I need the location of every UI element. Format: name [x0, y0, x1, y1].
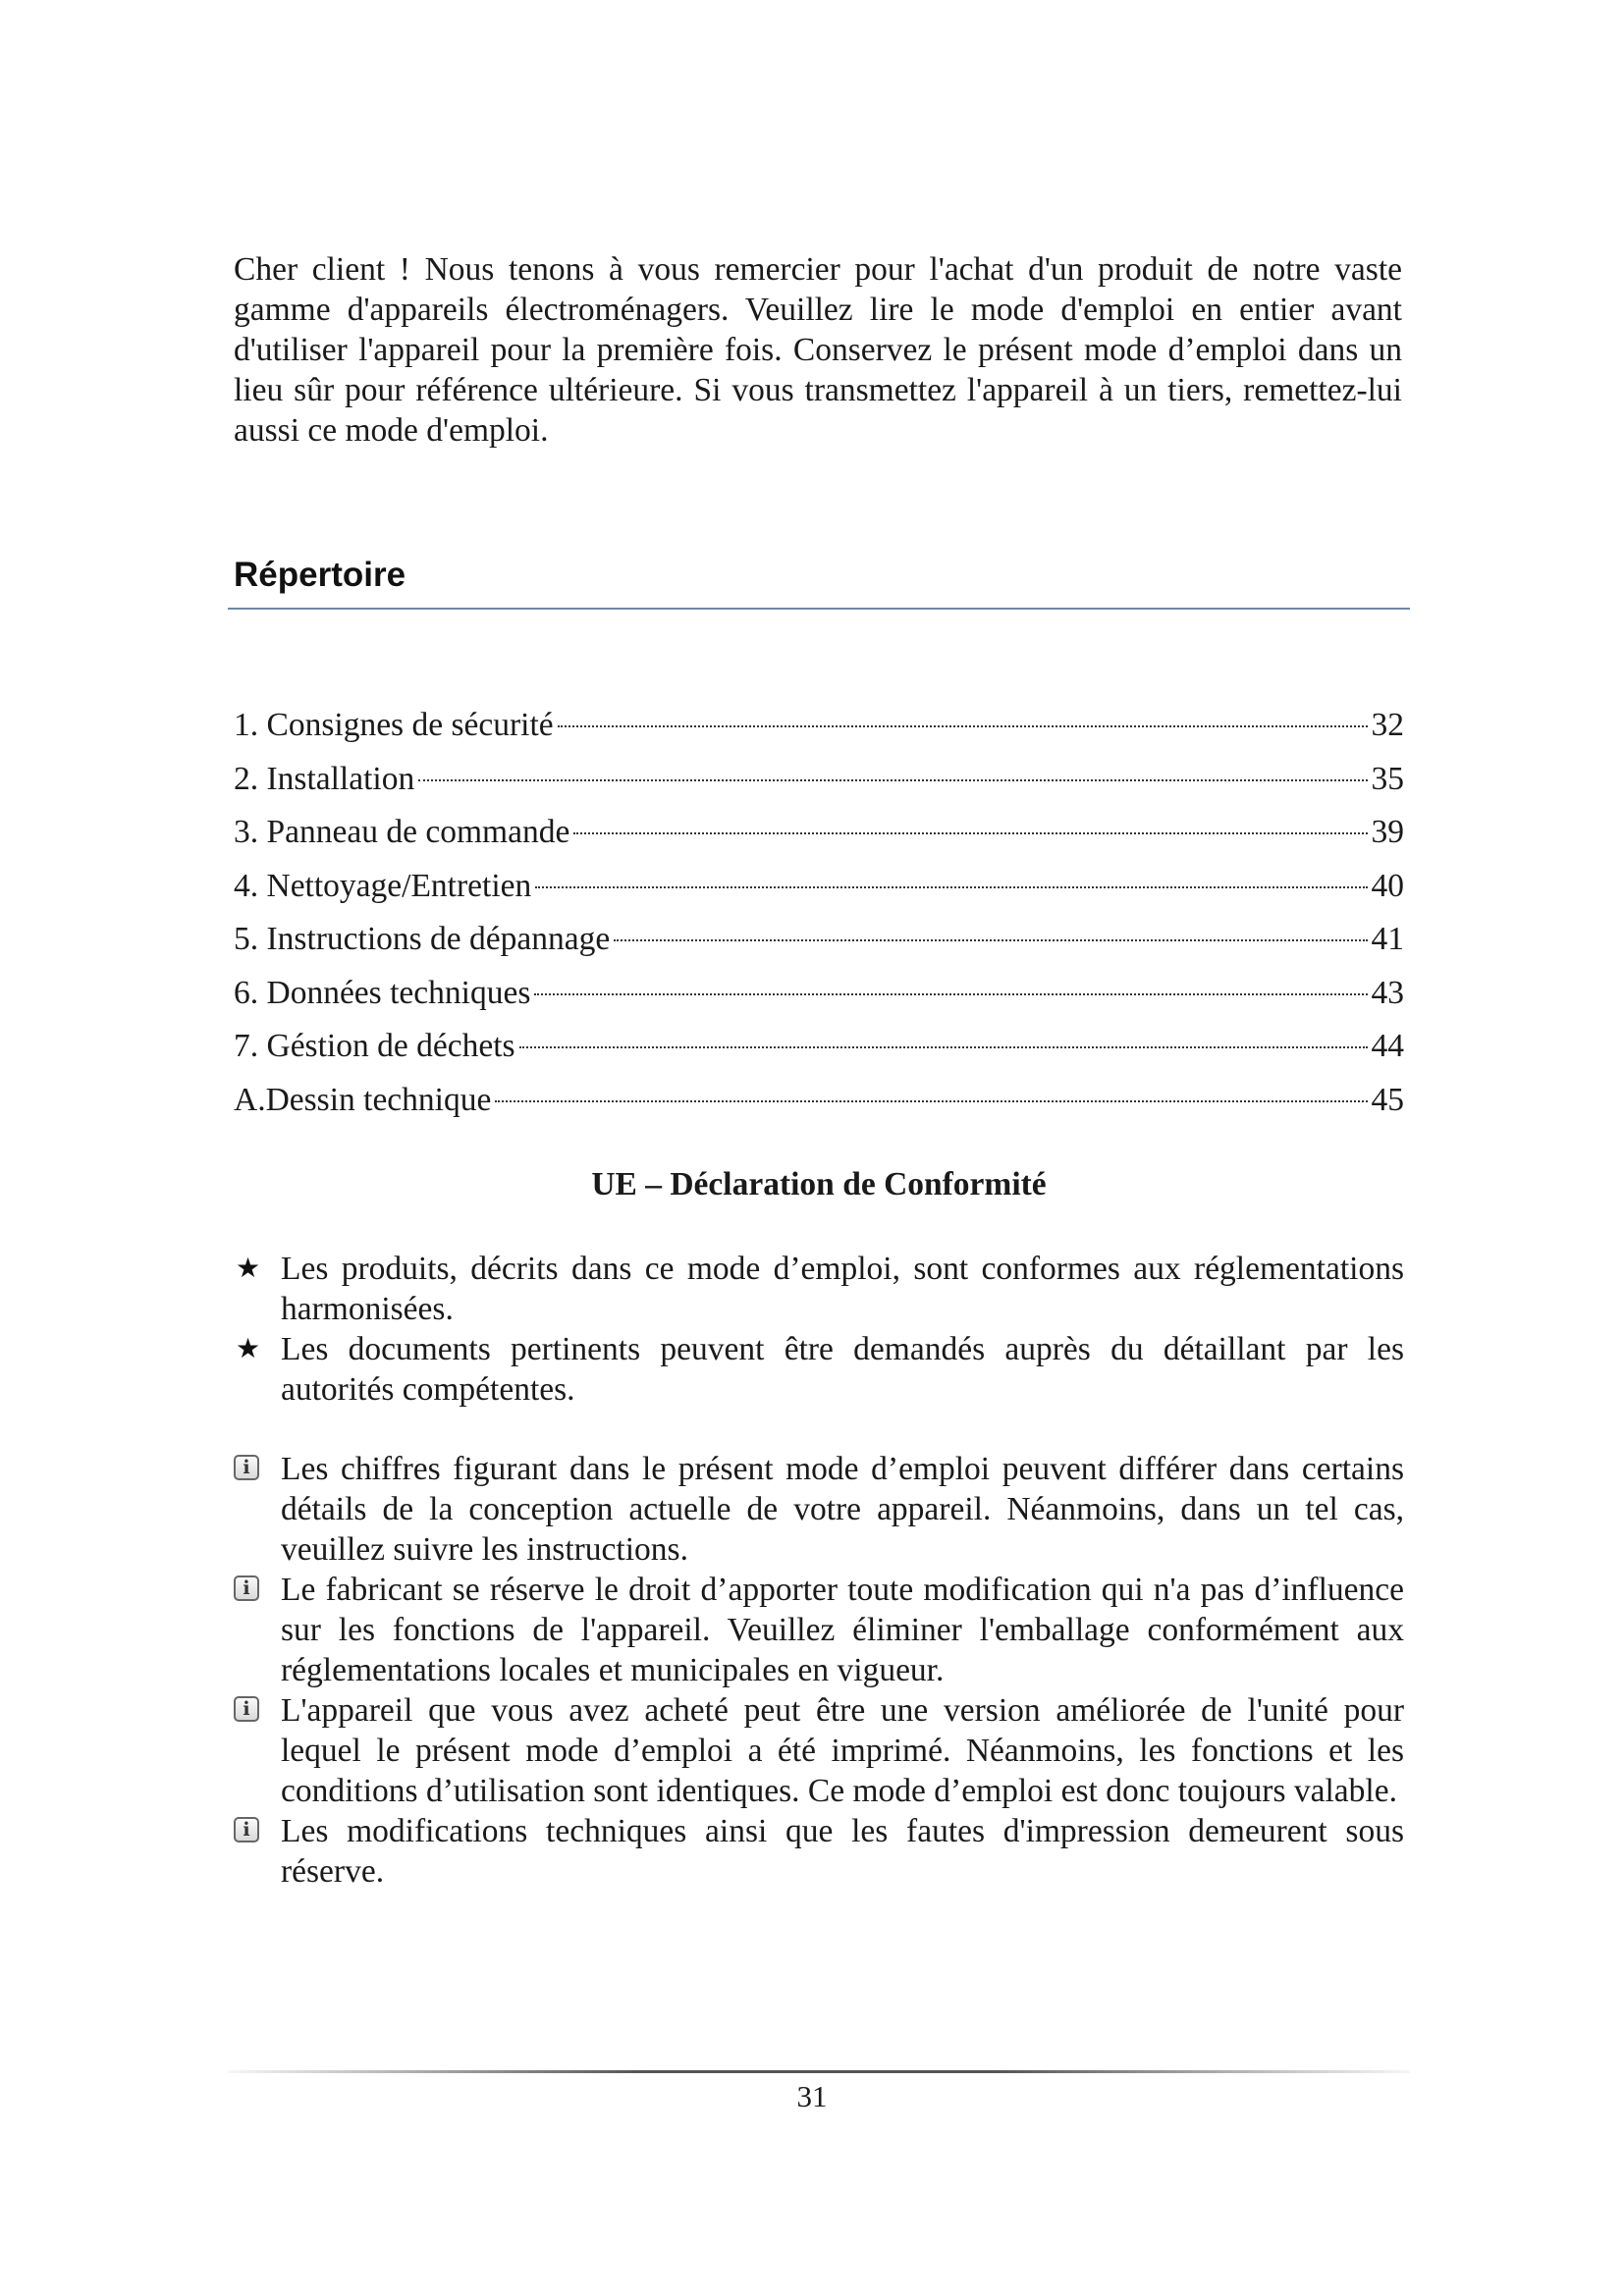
info-note: [234, 1811, 1404, 1892]
toc-item-control-panel[interactable]: [234, 806, 1404, 860]
toc-item-label: 6. Données techniques: [234, 974, 531, 1011]
info-icon: i: [234, 1455, 259, 1480]
toc-leader-dots: [558, 725, 1368, 727]
toc-leader-dots: [573, 832, 1367, 834]
star-icon: ★: [236, 1332, 261, 1364]
declaration-point: [234, 1249, 1404, 1329]
toc-item-page: 40: [1371, 867, 1404, 904]
star-icon: ★: [236, 1252, 261, 1284]
toc-item-page: 45: [1371, 1081, 1404, 1118]
intro-paragraph: Cher client ! Nous tenons à vous remercier pour l'achat d'un produit de notre vaste gamme d'appareils électroménagers. Veuillez lire le mode d'emploi en entier avant d'utiliser l'appareil pour la première fois. Conservez le présent mode d’emploi dans un lieu sûr pour référence ultérieure. Si vous transmettez l'appareil à un tiers, remettez-lui aussi ce mode d'emploi.: [234, 251, 1402, 449]
declaration-point-text: Les produits, décrits dans ce mode d’emploi, sont conformes aux réglementations harmonisées.: [281, 1251, 1404, 1327]
declaration-point: [234, 1329, 1404, 1410]
toc-item-label: 2. Installation: [234, 760, 415, 797]
info-icon: i: [234, 1696, 259, 1722]
contents-title-rule: [228, 608, 1410, 610]
toc-item-cleaning[interactable]: [234, 860, 1404, 914]
toc-item-waste-management[interactable]: [234, 1020, 1404, 1074]
page-number: 31: [796, 2079, 828, 2113]
toc-item-installation[interactable]: [234, 753, 1404, 807]
toc-item-label: 3. Panneau de commande: [234, 814, 570, 850]
info-note: [234, 1570, 1404, 1690]
table-of-contents: [234, 699, 1404, 1127]
toc-leader-dots: [535, 886, 1367, 888]
info-note: [234, 1690, 1404, 1811]
info-note-text: Le fabricant se réserve le droit d’apporter toute modification qui n'a pas d’influence sur les fonctions de l'appareil. Veuillez éliminer l'emballage conformément aux réglementations locales et municipales en vigueur.: [281, 1572, 1404, 1688]
info-note-text: Les chiffres figurant dans le présent mode d’emploi peuvent différer dans certains détails de la conception actuelle de votre appareil. Néanmoins, dans un tel cas, veuillez suivre les instructions.: [281, 1451, 1404, 1568]
toc-leader-dots: [418, 779, 1367, 781]
info-icon: i: [234, 1575, 259, 1601]
info-notes-list: [234, 1449, 1404, 1892]
toc-item-label: A.Dessin technique: [234, 1081, 492, 1118]
toc-item-page: 35: [1371, 760, 1404, 797]
toc-item-technical-drawing[interactable]: [234, 1074, 1404, 1128]
info-icon: i: [234, 1817, 259, 1842]
toc-item-label: 7. Géstion de déchets: [234, 1028, 515, 1064]
toc-item-label: 5. Instructions de dépannage: [234, 921, 611, 957]
toc-leader-dots: [495, 1100, 1367, 1102]
toc-item-page: 39: [1371, 814, 1404, 850]
toc-item-safety[interactable]: [234, 699, 1404, 753]
declaration-point-text: Les documents pertinents peuvent être demandés auprès du détaillant par les autorités compétentes.: [281, 1331, 1404, 1408]
toc-item-page: 32: [1371, 707, 1404, 743]
toc-leader-dots: [614, 939, 1367, 941]
toc-leader-dots: [534, 993, 1367, 995]
toc-item-technical-data[interactable]: [234, 967, 1404, 1021]
info-note-text: Les modifications techniques ainsi que les fautes d'impression demeurent sous réserve.: [281, 1813, 1404, 1890]
info-note-text: L'appareil que vous avez acheté peut être une version améliorée de l'unité pour lequel le présent mode d’emploi a été imprimé. Néanmoins, les fonctions et les conditions d’utilisation sont identiques. Ce mode d’emploi est donc toujours valable.: [281, 1692, 1404, 1809]
toc-item-page: 44: [1371, 1028, 1404, 1064]
toc-item-troubleshooting[interactable]: [234, 913, 1404, 967]
declaration-title: UE – Déclaration de Conformité: [591, 1166, 1047, 1202]
declaration-list: [234, 1249, 1404, 1410]
footer-rule: [228, 2070, 1410, 2073]
toc-item-page: 43: [1371, 974, 1404, 1011]
contents-title: Répertoire: [234, 556, 406, 594]
info-note: [234, 1449, 1404, 1570]
toc-item-label: 1. Consignes de sécurité: [234, 707, 554, 743]
toc-item-label: 4. Nettoyage/Entretien: [234, 867, 532, 904]
toc-leader-dots: [519, 1046, 1368, 1048]
toc-item-page: 41: [1371, 921, 1404, 957]
